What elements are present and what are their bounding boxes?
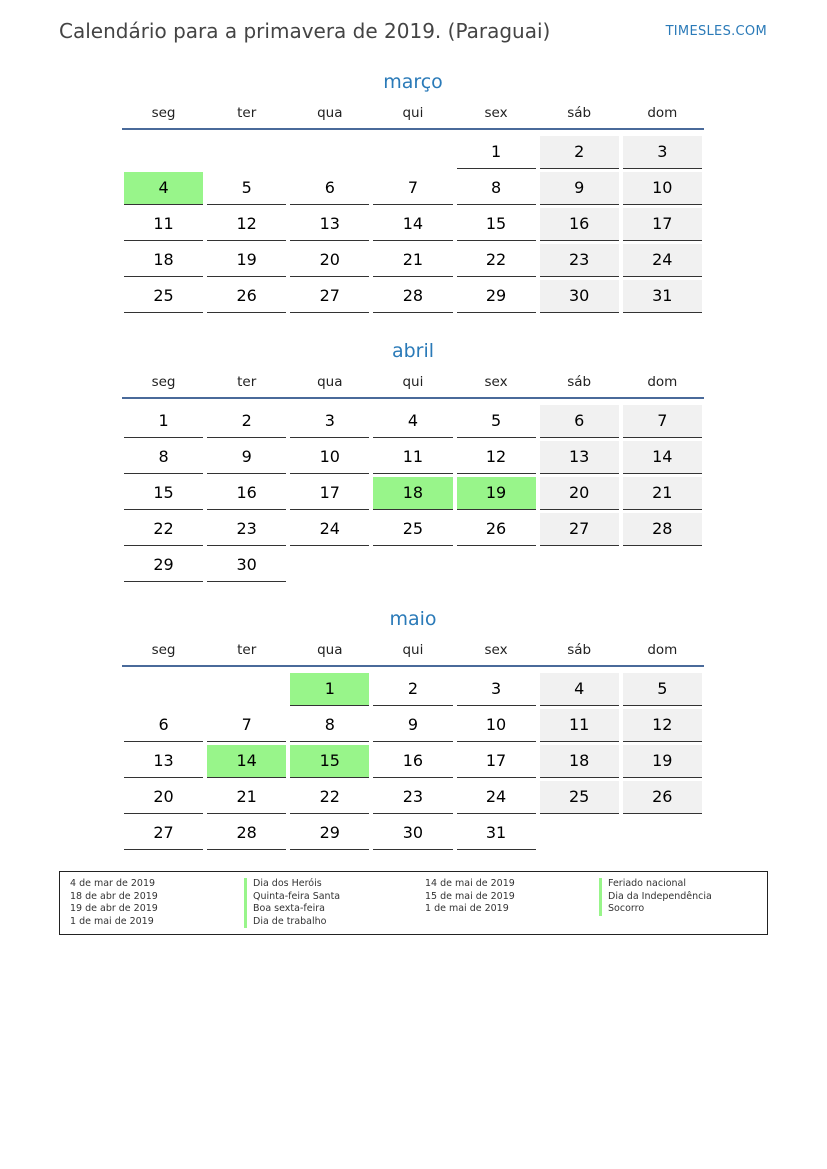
day-number: 21 (623, 477, 702, 510)
day-cell (621, 403, 704, 439)
day-number: 25 (124, 280, 203, 313)
day-number: 17 (290, 477, 369, 510)
month-grid (122, 403, 704, 583)
day-number: 17 (623, 208, 702, 241)
legend-holiday-name: Boa sexta-feira (244, 903, 325, 916)
weekday-label: ter (237, 642, 257, 658)
day-cell (371, 743, 454, 779)
day-cell (288, 278, 371, 314)
day-cell (122, 206, 205, 242)
day-number: 3 (290, 405, 369, 438)
day-cell (288, 170, 371, 206)
day-cell (205, 815, 288, 851)
empty-day-cell (371, 134, 454, 170)
day-number: 28 (623, 513, 702, 546)
day-number (290, 549, 369, 582)
empty-day-cell (288, 134, 371, 170)
day-number: 19 (207, 244, 286, 277)
day-cell (288, 475, 371, 511)
day-cell (122, 439, 205, 475)
day-number: 12 (457, 441, 536, 474)
day-number: 8 (124, 441, 203, 474)
day-number: 5 (623, 673, 702, 706)
empty-day-cell (205, 134, 288, 170)
day-cell (621, 439, 704, 475)
day-cell (538, 743, 621, 779)
day-number: 26 (623, 781, 702, 814)
day-number: 1 (457, 136, 536, 169)
day-number: 20 (290, 244, 369, 277)
day-number: 17 (457, 745, 536, 778)
weekday-label: sáb (567, 642, 592, 658)
day-number: 22 (457, 244, 536, 277)
day-number: 14 (373, 208, 452, 241)
day-cell (288, 511, 371, 547)
legend-date: 14 de mai de 2019 (425, 878, 515, 889)
weekday-label: qui (402, 374, 424, 390)
day-cell (621, 206, 704, 242)
day-cell (371, 511, 454, 547)
day-cell (621, 671, 704, 707)
day-number: 21 (373, 244, 452, 277)
day-number (457, 549, 536, 582)
day-number: 13 (540, 441, 619, 474)
day-number: 27 (124, 817, 203, 850)
day-cell (205, 511, 288, 547)
day-cell (538, 403, 621, 439)
day-number: 22 (290, 781, 369, 814)
day-number: 25 (373, 513, 452, 546)
day-number: 16 (207, 477, 286, 510)
day-number (540, 549, 619, 582)
day-cell (122, 242, 205, 278)
weekday-header (122, 641, 704, 667)
day-number: 12 (623, 709, 702, 742)
day-cell (621, 743, 704, 779)
weekday-label: dom (647, 642, 678, 658)
legend-holiday-name: Dia de trabalho (244, 916, 326, 929)
legend-date: 19 de abr de 2019 (70, 903, 158, 914)
day-number: 26 (457, 513, 536, 546)
day-cell (371, 206, 454, 242)
empty-day-cell (538, 815, 621, 851)
day-cell (621, 134, 704, 170)
day-cell (205, 475, 288, 511)
day-cell (371, 707, 454, 743)
legend-holiday-name: Socorro (599, 903, 644, 916)
day-number: 22 (124, 513, 203, 546)
day-number: 20 (540, 477, 619, 510)
day-cell (205, 242, 288, 278)
day-cell (122, 779, 205, 815)
day-cell (288, 403, 371, 439)
day-number: 1 (124, 405, 203, 438)
day-number: 1 (290, 673, 369, 706)
day-number: 15 (124, 477, 203, 510)
day-cell (371, 779, 454, 815)
day-cell (538, 475, 621, 511)
day-number: 31 (623, 280, 702, 313)
day-number (623, 817, 702, 850)
day-cell (538, 278, 621, 314)
empty-day-cell (122, 134, 205, 170)
empty-day-cell (205, 671, 288, 707)
day-cell (621, 242, 704, 278)
weekday-label: ter (237, 374, 257, 390)
day-cell (455, 707, 538, 743)
day-number (207, 136, 286, 169)
day-cell (455, 206, 538, 242)
day-number: 13 (290, 208, 369, 241)
day-cell (288, 743, 371, 779)
empty-day-cell (288, 547, 371, 583)
day-number: 4 (540, 673, 619, 706)
legend-date: 4 de mar de 2019 (70, 878, 156, 889)
empty-day-cell (371, 547, 454, 583)
day-number: 30 (373, 817, 452, 850)
weekday-label: qua (317, 374, 343, 390)
day-number: 18 (540, 745, 619, 778)
day-cell (122, 278, 205, 314)
day-cell (371, 242, 454, 278)
day-cell (455, 403, 538, 439)
empty-day-cell (455, 547, 538, 583)
weekday-label: sex (484, 374, 508, 390)
day-number: 8 (457, 172, 536, 205)
day-number (373, 136, 452, 169)
month-title: abril (391, 340, 435, 362)
day-cell (122, 511, 205, 547)
weekday-label: sex (484, 105, 508, 121)
day-number: 23 (207, 513, 286, 546)
day-cell (205, 439, 288, 475)
day-cell (621, 707, 704, 743)
day-cell (288, 439, 371, 475)
day-number: 11 (540, 709, 619, 742)
day-cell (122, 743, 205, 779)
weekday-label: seg (151, 105, 176, 121)
day-cell (122, 707, 205, 743)
month-grid (122, 134, 704, 314)
day-number: 9 (373, 709, 452, 742)
day-cell (205, 278, 288, 314)
day-number: 10 (457, 709, 536, 742)
day-number: 11 (373, 441, 452, 474)
day-cell (455, 671, 538, 707)
day-number: 4 (373, 405, 452, 438)
legend-holiday-name: Dia da Independência (599, 891, 712, 904)
day-number: 10 (290, 441, 369, 474)
legend-date: 1 de mai de 2019 (425, 903, 509, 914)
weekday-header (122, 373, 704, 399)
weekday-label: qui (402, 105, 424, 121)
day-cell (122, 815, 205, 851)
holiday-legend (59, 871, 768, 935)
day-number: 6 (124, 709, 203, 742)
day-cell (621, 511, 704, 547)
month-grid (122, 671, 704, 851)
day-number: 24 (623, 244, 702, 277)
day-number (124, 136, 203, 169)
day-number: 7 (623, 405, 702, 438)
day-cell (288, 707, 371, 743)
weekday-label: dom (647, 374, 678, 390)
day-number: 27 (290, 280, 369, 313)
day-cell (288, 815, 371, 851)
day-number: 31 (457, 817, 536, 850)
legend-date: 15 de mai de 2019 (425, 890, 515, 902)
legend-holiday-name: Quinta-feira Santa (244, 891, 340, 904)
month-april (122, 337, 704, 583)
day-number (207, 673, 286, 706)
day-number (540, 817, 619, 850)
day-cell (205, 707, 288, 743)
day-cell (621, 278, 704, 314)
day-cell (621, 475, 704, 511)
weekday-label: seg (151, 642, 176, 658)
day-cell (371, 439, 454, 475)
day-number: 11 (124, 208, 203, 241)
day-cell (371, 815, 454, 851)
day-number: 12 (207, 208, 286, 241)
page-title: Calendário para a primavera de 2019. (Paraguai) (59, 19, 551, 43)
day-number: 10 (623, 172, 702, 205)
weekday-header (122, 104, 704, 130)
day-number: 28 (207, 817, 286, 850)
day-number: 23 (540, 244, 619, 277)
day-cell (538, 439, 621, 475)
day-number: 20 (124, 781, 203, 814)
day-number: 9 (540, 172, 619, 205)
day-number: 28 (373, 280, 452, 313)
day-cell (205, 743, 288, 779)
day-number: 3 (623, 136, 702, 169)
day-number: 29 (124, 549, 203, 582)
day-cell (538, 671, 621, 707)
day-number (373, 549, 452, 582)
day-cell (538, 511, 621, 547)
day-number: 27 (540, 513, 619, 546)
day-number: 5 (457, 405, 536, 438)
day-number: 29 (290, 817, 369, 850)
day-number: 24 (290, 513, 369, 546)
day-number (290, 136, 369, 169)
legend-holiday-name: Dia dos Heróis (244, 878, 322, 891)
day-cell (122, 403, 205, 439)
day-cell (455, 134, 538, 170)
day-cell (371, 475, 454, 511)
day-cell (455, 242, 538, 278)
day-number: 4 (124, 172, 203, 205)
empty-day-cell (621, 815, 704, 851)
day-cell (455, 743, 538, 779)
day-number: 16 (373, 745, 452, 778)
day-number: 2 (207, 405, 286, 438)
day-number: 2 (373, 673, 452, 706)
month-title: março (383, 71, 443, 93)
day-cell (538, 206, 621, 242)
month-may (122, 605, 704, 851)
day-number: 19 (623, 745, 702, 778)
day-cell (205, 403, 288, 439)
weekday-label: dom (647, 105, 678, 121)
day-cell (122, 475, 205, 511)
day-cell (371, 403, 454, 439)
day-cell (538, 134, 621, 170)
day-cell (538, 779, 621, 815)
day-cell (538, 707, 621, 743)
weekday-label: qua (317, 642, 343, 658)
legend-date: 1 de mai de 2019 (70, 915, 154, 927)
day-number: 13 (124, 745, 203, 778)
day-number: 7 (207, 709, 286, 742)
day-cell (371, 170, 454, 206)
empty-day-cell (122, 671, 205, 707)
day-number: 16 (540, 208, 619, 241)
day-number: 6 (540, 405, 619, 438)
day-number: 29 (457, 280, 536, 313)
weekday-label: sex (484, 642, 508, 658)
day-cell (455, 779, 538, 815)
day-cell (205, 779, 288, 815)
legend-date: 18 de abr de 2019 (70, 890, 158, 902)
legend-holiday-name: Feriado nacional (599, 878, 686, 891)
day-cell (538, 170, 621, 206)
weekday-label: ter (237, 105, 257, 121)
day-number (124, 673, 203, 706)
weekday-label: seg (151, 374, 176, 390)
day-number: 7 (373, 172, 452, 205)
day-number: 21 (207, 781, 286, 814)
day-number: 26 (207, 280, 286, 313)
brand-link[interactable]: TIMESLES.COM (665, 24, 767, 39)
day-number: 30 (540, 280, 619, 313)
weekday-label: qua (317, 105, 343, 121)
day-number: 9 (207, 441, 286, 474)
day-cell (621, 779, 704, 815)
day-number: 14 (207, 745, 286, 778)
day-number: 6 (290, 172, 369, 205)
day-number: 19 (457, 477, 536, 510)
day-number: 25 (540, 781, 619, 814)
day-cell (288, 779, 371, 815)
day-cell (371, 671, 454, 707)
day-cell (122, 170, 205, 206)
day-number: 23 (373, 781, 452, 814)
day-cell (455, 278, 538, 314)
day-number: 18 (373, 477, 452, 510)
day-cell (205, 547, 288, 583)
empty-day-cell (538, 547, 621, 583)
day-cell (288, 242, 371, 278)
day-cell (538, 242, 621, 278)
day-cell (288, 206, 371, 242)
month-march (122, 68, 704, 314)
day-cell (455, 815, 538, 851)
day-cell (621, 170, 704, 206)
day-cell (288, 671, 371, 707)
day-number: 3 (457, 673, 536, 706)
day-number: 8 (290, 709, 369, 742)
day-number (623, 549, 702, 582)
day-cell (455, 475, 538, 511)
weekday-label: sáb (567, 374, 592, 390)
day-cell (205, 206, 288, 242)
day-number: 15 (290, 745, 369, 778)
month-title: maio (389, 608, 437, 630)
day-number: 30 (207, 549, 286, 582)
day-number: 24 (457, 781, 536, 814)
day-number: 14 (623, 441, 702, 474)
empty-day-cell (621, 547, 704, 583)
day-number: 2 (540, 136, 619, 169)
day-cell (205, 170, 288, 206)
day-cell (455, 511, 538, 547)
day-cell (455, 439, 538, 475)
day-cell (122, 547, 205, 583)
day-number: 5 (207, 172, 286, 205)
day-number: 18 (124, 244, 203, 277)
day-cell (371, 278, 454, 314)
weekday-label: sáb (567, 105, 592, 121)
day-number: 15 (457, 208, 536, 241)
weekday-label: qui (402, 642, 424, 658)
day-cell (455, 170, 538, 206)
